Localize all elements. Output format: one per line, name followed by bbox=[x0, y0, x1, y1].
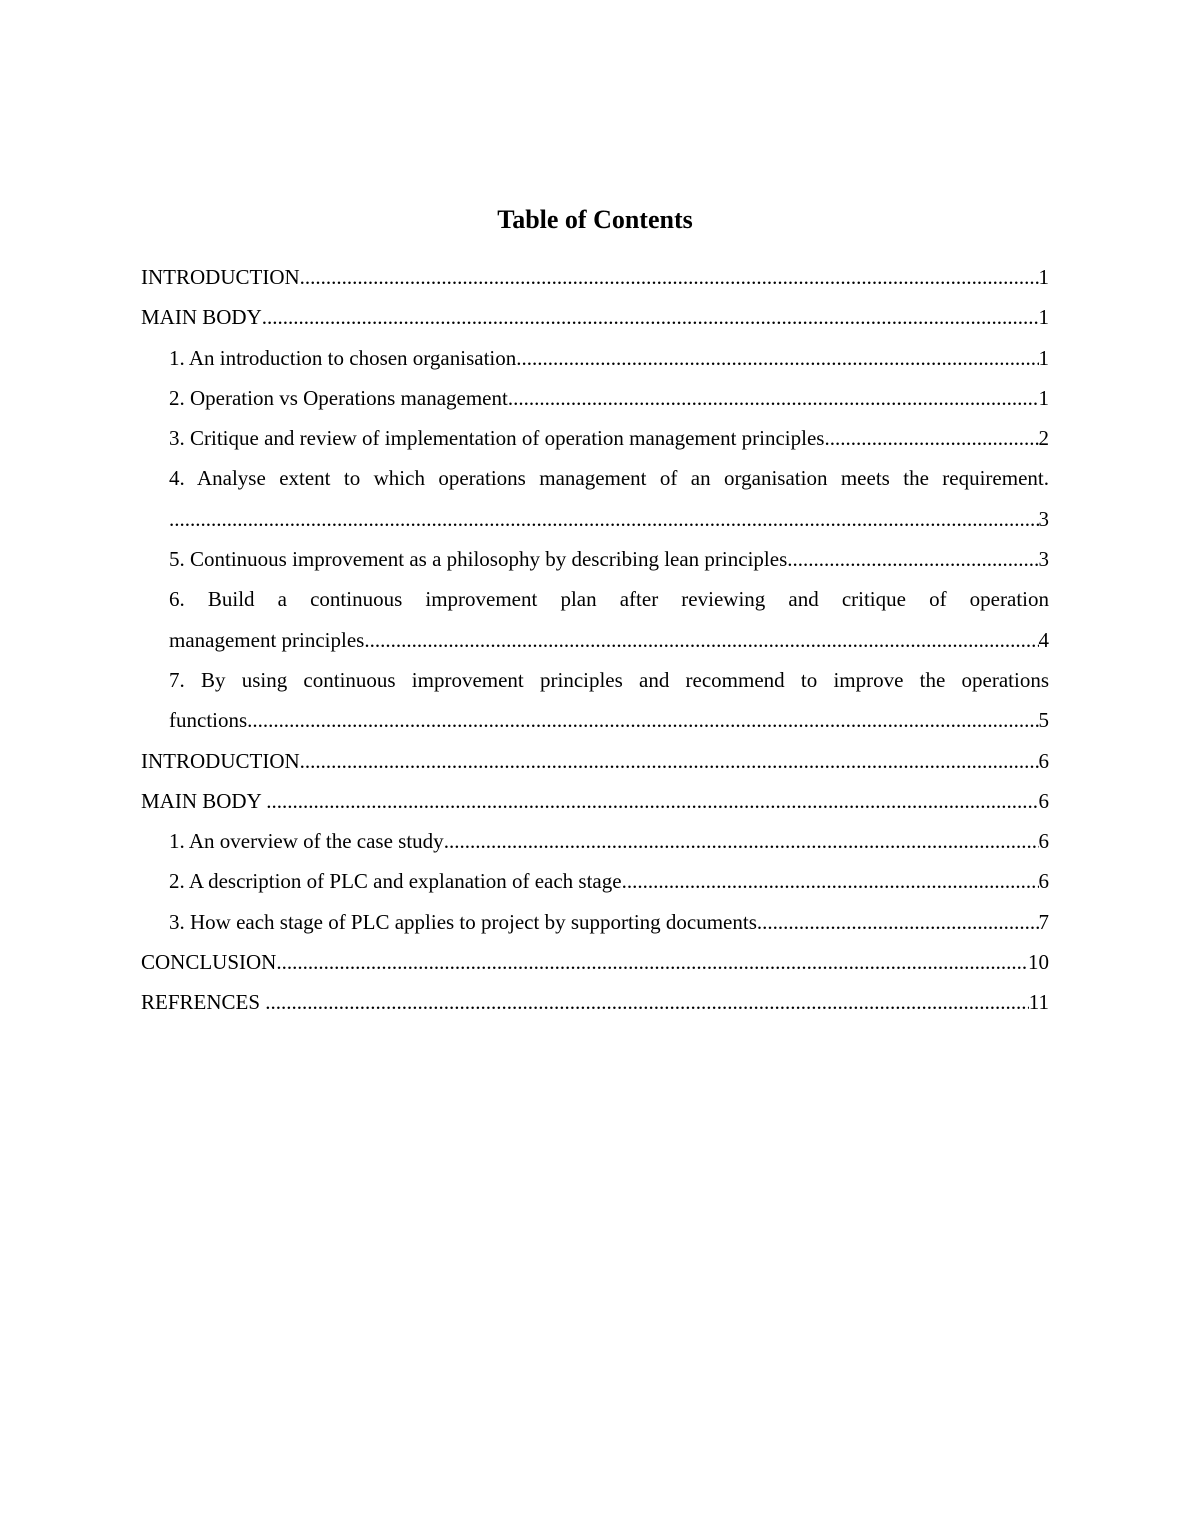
toc-page-number: 11 bbox=[1029, 982, 1049, 1022]
toc-entry-text: 1. An introduction to chosen organisation bbox=[169, 345, 517, 370]
toc-entry-plc-stages-applied[interactable] bbox=[141, 902, 1049, 942]
toc-entry-text: 4. Analyse extent to which operations management of an organisation meets the requirement. bbox=[169, 466, 1049, 491]
toc-entry-text: CONCLUSION bbox=[141, 950, 277, 975]
toc-leader-dots bbox=[444, 821, 1039, 861]
toc-entry-references[interactable] bbox=[141, 982, 1049, 1022]
toc-leader-dots bbox=[824, 418, 1038, 458]
toc-leader-dots bbox=[300, 741, 1039, 781]
toc-entry-text: 7. By using continuous improvement principles and recommend to improve the operations bbox=[169, 667, 1049, 692]
toc-entry-main-body-1[interactable] bbox=[141, 297, 1049, 337]
toc-entry-text-continued: management principles bbox=[169, 627, 365, 652]
table-of-contents bbox=[141, 257, 1049, 1023]
toc-entry-last-line bbox=[169, 620, 1049, 660]
toc-leader-dots bbox=[262, 297, 1039, 337]
toc-entry-build-plan[interactable] bbox=[141, 579, 1049, 660]
toc-page-number: 7 bbox=[1039, 902, 1050, 942]
toc-page-number: 1 bbox=[1039, 338, 1050, 378]
toc-page-number: 10 bbox=[1028, 942, 1049, 982]
toc-page-number: 6 bbox=[1039, 741, 1050, 781]
toc-entry-text: MAIN BODY bbox=[141, 305, 262, 330]
toc-entry-text: 2. A description of PLC and explanation of each stage bbox=[169, 869, 622, 894]
toc-entry-case-study-overview[interactable] bbox=[141, 821, 1049, 861]
toc-entry-operation-vs-operations[interactable] bbox=[141, 378, 1049, 418]
toc-leader-dots bbox=[266, 781, 1038, 821]
toc-entry-text: 2. Operation vs Operations management bbox=[169, 385, 508, 410]
toc-entry-text: INTRODUCTION bbox=[141, 748, 300, 773]
toc-entry-text: 1. An overview of the case study bbox=[169, 829, 444, 854]
toc-leader-dots bbox=[787, 539, 1038, 579]
toc-entry-main-body-2[interactable] bbox=[141, 781, 1049, 821]
toc-entry-introduction-2[interactable] bbox=[141, 741, 1049, 781]
toc-entry-introduction-1[interactable] bbox=[141, 257, 1049, 297]
toc-entry-text: 3. Critique and review of implementation of operation management principles bbox=[169, 426, 825, 451]
toc-entry-plc-description[interactable] bbox=[141, 861, 1049, 901]
toc-leader-dots bbox=[276, 942, 1028, 982]
toc-leader-dots bbox=[247, 700, 1038, 740]
toc-leader-dots bbox=[265, 982, 1028, 1022]
toc-entry-last-line bbox=[169, 499, 1049, 539]
toc-entry-text: 5. Continuous improvement as a philosophy by describing lean principles bbox=[169, 547, 788, 572]
toc-leader-dots bbox=[169, 499, 1039, 539]
toc-entry-text: MAIN BODY bbox=[141, 788, 267, 813]
toc-entry-conclusion[interactable] bbox=[141, 942, 1049, 982]
toc-page-number: 1 bbox=[1039, 297, 1050, 337]
toc-leader-dots bbox=[508, 378, 1039, 418]
toc-entry-recommend-improve[interactable] bbox=[141, 660, 1049, 741]
toc-entry-analyse-extent[interactable] bbox=[141, 458, 1049, 539]
toc-leader-dots bbox=[516, 338, 1038, 378]
toc-page-number: 6 bbox=[1039, 861, 1050, 901]
toc-leader-dots bbox=[364, 620, 1038, 660]
toc-page-number: 4 bbox=[1039, 620, 1050, 660]
toc-entry-text: 3. How each stage of PLC applies to project by supporting documents bbox=[169, 909, 757, 934]
toc-entry-text-continued: functions bbox=[169, 708, 248, 733]
toc-leader-dots bbox=[757, 902, 1039, 942]
toc-entry-text: 6. Build a continuous improvement plan after reviewing and critique of operation bbox=[169, 587, 1049, 612]
toc-entry-continuous-improvement[interactable] bbox=[141, 539, 1049, 579]
toc-entry-critique-review[interactable] bbox=[141, 418, 1049, 458]
toc-entry-last-line bbox=[169, 700, 1049, 740]
toc-leader-dots bbox=[622, 861, 1039, 901]
toc-entry-chosen-organisation[interactable] bbox=[141, 338, 1049, 378]
toc-page-number: 2 bbox=[1039, 418, 1050, 458]
toc-page-number: 1 bbox=[1039, 257, 1050, 297]
toc-page-number: 6 bbox=[1039, 781, 1050, 821]
toc-entry-text: INTRODUCTION bbox=[141, 265, 300, 289]
toc-page-number: 6 bbox=[1039, 821, 1050, 861]
toc-leader-dots bbox=[300, 257, 1039, 297]
toc-page-number: 3 bbox=[1039, 499, 1050, 539]
toc-page-number: 1 bbox=[1039, 378, 1050, 418]
toc-page-number: 5 bbox=[1039, 700, 1050, 740]
toc-title: Table of Contents bbox=[497, 205, 693, 234]
toc-entry-text: REFRENCES bbox=[141, 990, 266, 1015]
toc-page-number: 3 bbox=[1039, 539, 1050, 579]
